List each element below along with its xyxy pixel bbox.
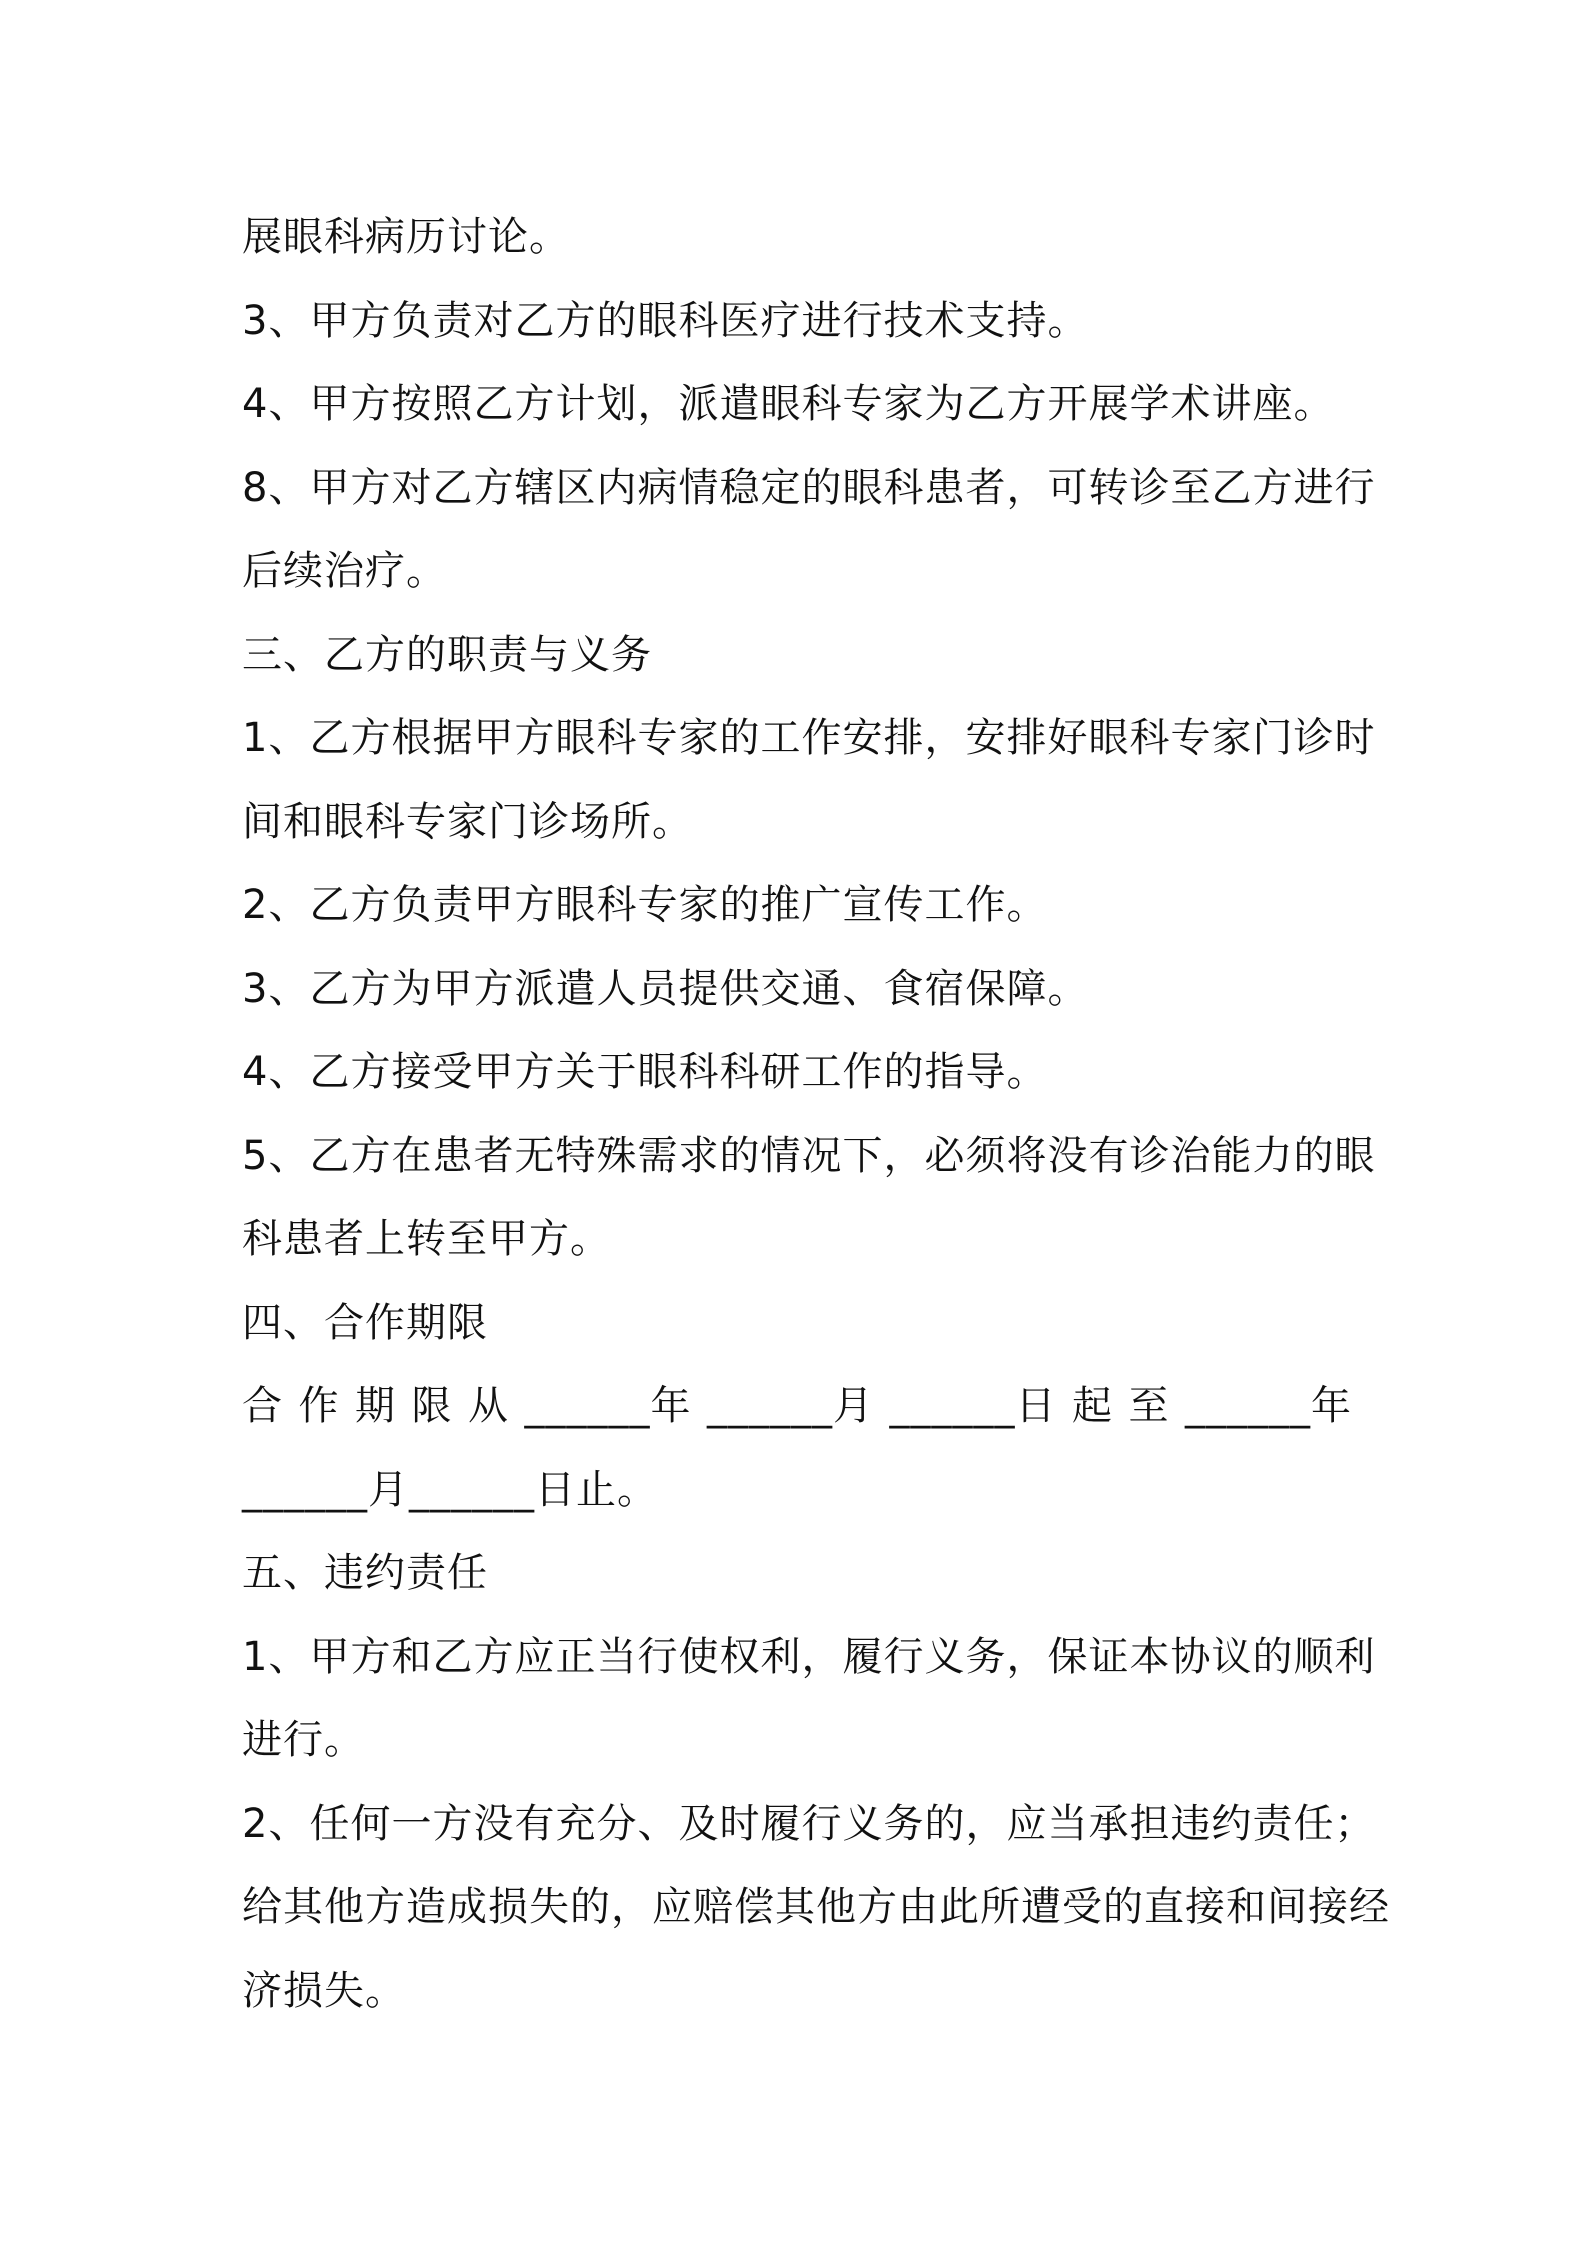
month-blank: ______月 (707, 1383, 874, 1429)
document-body (242, 196, 1390, 2033)
text-line: 2、任何一方没有充分、及时履行义务的，应当承担违约责任； (242, 1800, 1376, 1847)
day-blank: ______日 (889, 1383, 1057, 1429)
text-line: 后续治疗。 (242, 548, 447, 594)
text-line: 4、乙方接受甲方关于眼科科研工作的指导。 (242, 1049, 1048, 1095)
term-part: 从 (468, 1383, 509, 1429)
text-line: 给其他方造成损失的，应赔偿其他方由此所遭受的直接和间接经 (242, 1884, 1390, 1930)
text-line: 展眼科病历讨论。 (242, 214, 570, 260)
term-part: 至 (1128, 1383, 1170, 1429)
year-blank: ______年 (1185, 1383, 1352, 1429)
text-line: 5、乙方在患者无特殊需求的情况下，必须将没有诊治能力的眼 (242, 1132, 1376, 1179)
term-part: 合 (242, 1383, 283, 1429)
text-line: 1、乙方根据甲方眼科专家的工作安排，安排好眼科专家门诊时 (242, 715, 1376, 761)
text-line: 科患者上转至甲方。 (242, 1216, 611, 1262)
term-line (242, 1365, 1352, 1449)
term-part: 期 (355, 1383, 396, 1429)
text-line: 4、甲方按照乙方计划，派遣眼科专家为乙方开展学术讲座。 (242, 381, 1335, 427)
text-line: 济损失。 (242, 1967, 406, 2014)
text-line: 3、乙方为甲方派遣人员提供交通、食宿保障。 (242, 965, 1089, 1012)
term-part: 作 (298, 1383, 340, 1429)
year-blank: ______年 (524, 1383, 692, 1429)
term-part: 限 (411, 1383, 453, 1429)
text-line: 间和眼科专家门诊场所。 (242, 798, 693, 845)
section-heading-5: 五、违约责任 (242, 1550, 488, 1596)
text-line: ______月______日止。 (242, 1466, 658, 1513)
text-line: 进行。 (242, 1717, 365, 1763)
section-heading-4: 四、合作期限 (242, 1299, 488, 1346)
text-line: 3、甲方负责对乙方的眼科医疗进行技术支持。 (242, 297, 1089, 344)
section-heading-3: 三、乙方的职责与义务 (242, 631, 652, 678)
text-line: 1、甲方和乙方应正当行使权利，履行义务，保证本协议的顺利 (242, 1633, 1376, 1680)
text-line: 8、甲方对乙方辖区内病情稳定的眼科患者，可转诊至乙方进行 (242, 464, 1376, 511)
text-line: 2、乙方负责甲方眼科专家的推广宣传工作。 (242, 882, 1048, 928)
term-part: 起 (1072, 1383, 1113, 1429)
